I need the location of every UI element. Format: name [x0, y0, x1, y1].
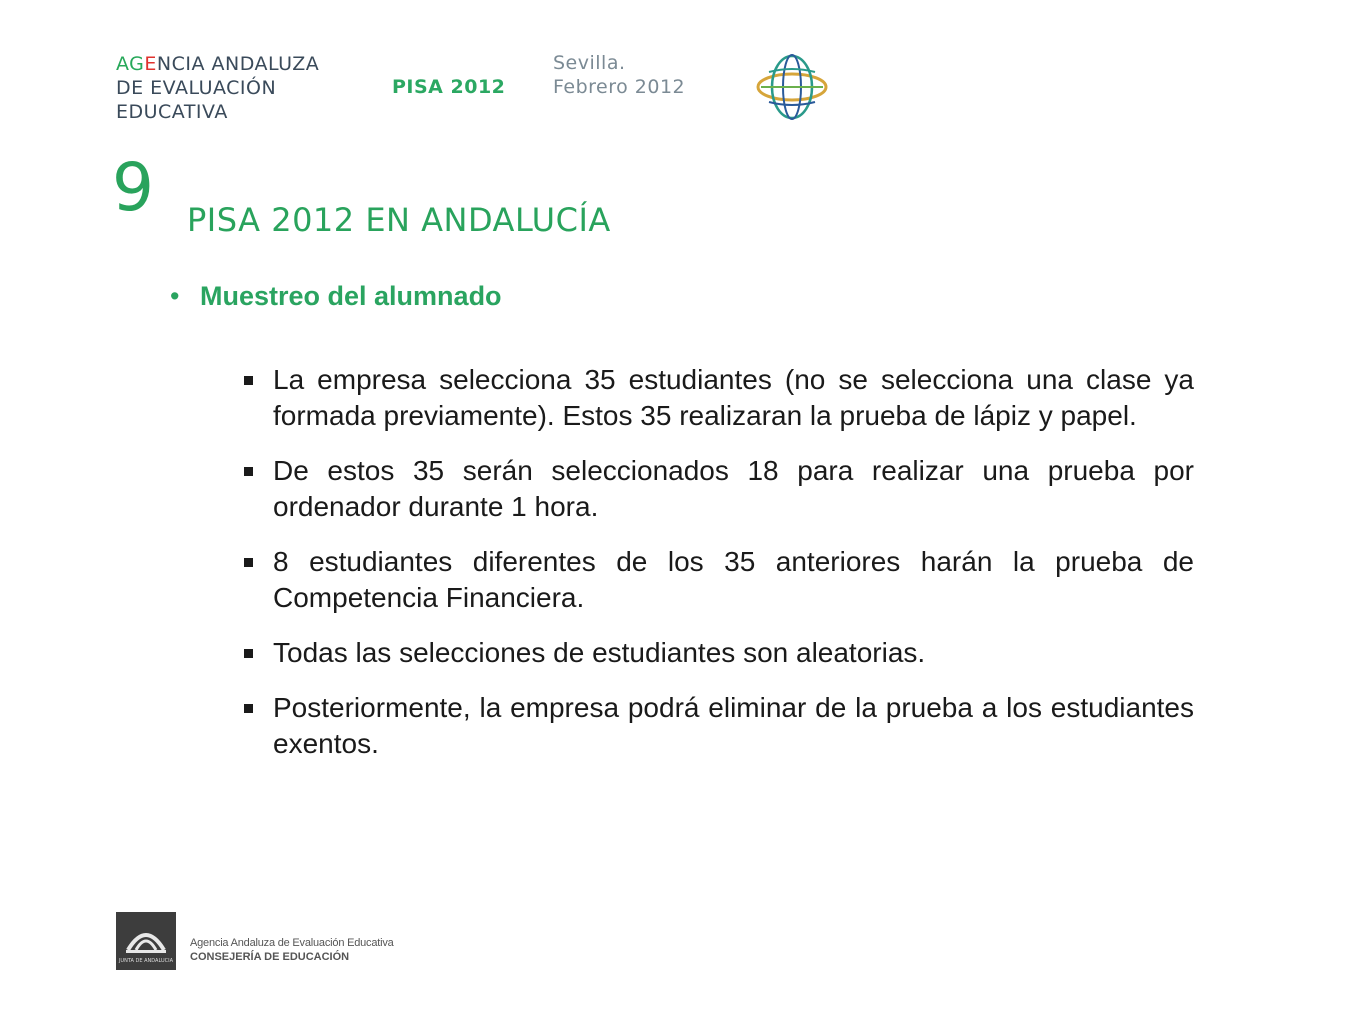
junta-emblem-icon: [122, 918, 170, 956]
globe-logo-icon: [755, 50, 829, 124]
list-item-text: Posteriormente, la empresa podrá eliminar de la prueba a los estudiantes exentos.: [273, 692, 1194, 759]
list-item-text: 8 estudiantes diferentes de los 35 anteriores harán la prueba de Competencia Financiera.: [273, 546, 1194, 613]
footer-agency: Agencia Andaluza de Evaluación Educativa: [190, 937, 394, 949]
section-number: 9: [112, 149, 154, 226]
agency-line-1-rest: NCIA ANDALUZA: [156, 53, 320, 75]
square-bullet-icon: [244, 649, 253, 658]
square-bullet-icon: [244, 467, 253, 476]
square-bullet-icon: [244, 704, 253, 713]
list-item: [240, 453, 1194, 525]
square-bullet-icon: [244, 558, 253, 567]
agency-letter-e: E: [144, 53, 157, 75]
list-item: [240, 690, 1194, 762]
footer-text: [190, 937, 394, 963]
subheading-text: Muestreo del alumnado: [200, 281, 502, 311]
list-item-text: De estos 35 serán seleccionados 18 para realizar una prueba por ordenador durante 1 hora.: [273, 455, 1194, 522]
date: Febrero 2012: [553, 76, 686, 98]
place: Sevilla.: [553, 52, 626, 74]
agency-name: [116, 52, 319, 124]
list-item-text: La empresa selecciona 35 estudiantes (no se selecciona una clase ya formada previamente). Estos 35 realizaran la prueba de lápiz y papel.: [273, 364, 1194, 431]
junta-logo: [116, 912, 176, 970]
subheading: [170, 281, 502, 312]
place-date: [553, 51, 685, 99]
junta-logo-caption: JUNTA DE ANDALUCIA: [118, 958, 174, 964]
list-item: [240, 544, 1194, 616]
list-item: [240, 635, 1194, 671]
agency-letter-a: A: [116, 53, 130, 75]
list-item-text: Todas las selecciones de estudiantes son aleatorias.: [273, 637, 926, 668]
agency-line-1: [116, 52, 319, 76]
agency-line-3: EDUCATIVA: [116, 101, 228, 123]
bullet-dot: •: [170, 281, 180, 311]
square-bullet-icon: [244, 376, 253, 385]
bullet-list: [240, 362, 1194, 781]
agency-letter-g: G: [129, 53, 145, 75]
footer-ministry: CONSEJERÍA DE EDUCACIÓN: [190, 951, 350, 963]
list-item: [240, 362, 1194, 434]
agency-line-2: DE EVALUACIÓN: [116, 77, 277, 99]
pisa-label: PISA 2012: [392, 76, 506, 98]
section-title: PISA 2012 EN ANDALUCÍA: [187, 201, 611, 239]
